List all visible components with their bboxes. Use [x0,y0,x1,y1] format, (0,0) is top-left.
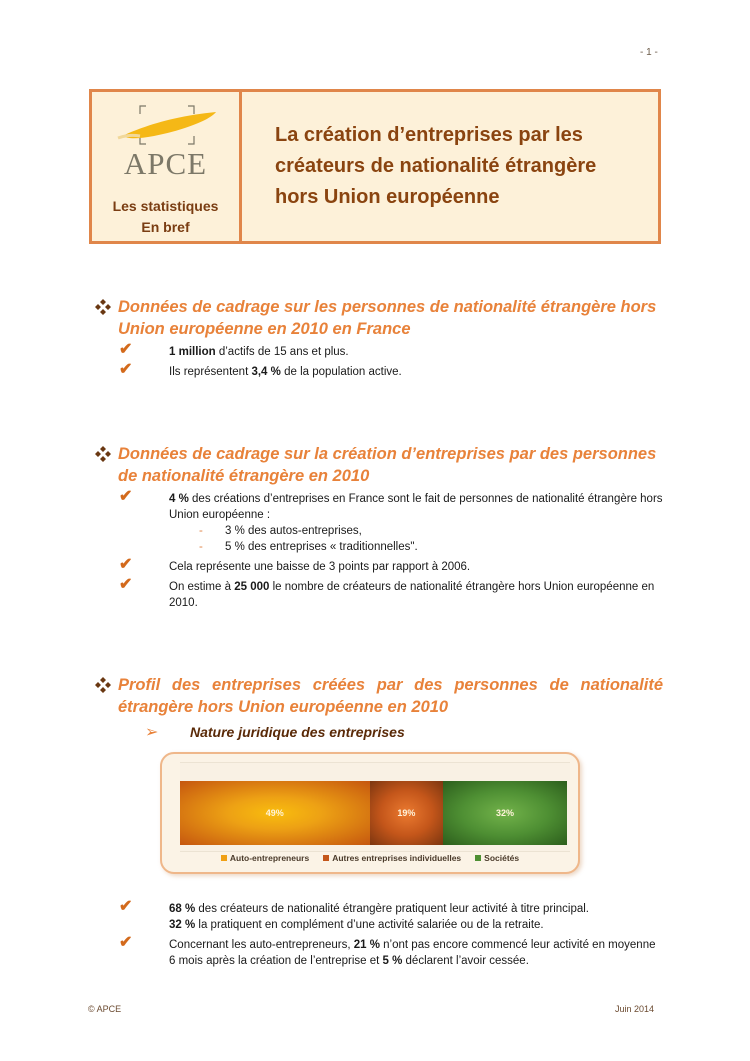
section-title: Données de cadrage sur les personnes de nationalité étrangère hors Union européenne en 2010 en France [118,298,657,338]
sub-list-item: - 5 % des entreprises « traditionnelles". [199,541,418,553]
document-title [275,120,596,213]
check-icon: ✔ [119,934,133,951]
dash-icon: - [199,541,203,553]
check-list [88,488,663,611]
list-item: ✔ Concernant les auto-entrepreneurs, 21 % n’ont pas encore commencé leur activité en moyenne 6 mois après la création de l’entreprise et 5 % déclarent l’avoir cessée. [119,934,656,967]
footer-date: Juin 2014 [615,1004,655,1014]
diamond-bullet-icon [88,296,118,315]
check-list [88,898,663,969]
legend-item: Auto-entrepreneurs [221,853,309,863]
subheading [88,722,663,742]
logo-subtitle [92,196,239,238]
legend-swatch [475,855,481,861]
section-population [88,296,663,384]
header-box [89,89,661,244]
check-icon: ✔ [119,898,133,915]
arrow-bullet-icon: ➢ [145,724,159,741]
check-icon: ✔ [119,556,133,573]
bar-segment-societes: 32% [443,781,567,845]
check-icon: ✔ [119,341,133,358]
chart-legend [162,853,578,863]
legend-item: Sociétés [475,853,519,863]
section-title: Données de cadrage sur la création d’entreprises par des personnes de nationalité étrangère en 2010 [118,445,657,485]
list-item: ✔ On estime à 25 000 le nombre de créateurs de nationalité étrangère hors Union européenne en 2010. [119,576,655,609]
check-icon: ✔ [119,488,133,505]
check-icon: ✔ [119,576,133,593]
list-item: ✔ Ils représentent 3,4 % de la population active. [119,361,402,378]
check-icon: ✔ [119,361,133,378]
logo-text: APCE [123,146,208,181]
logo-subtitle-line1: Les statistiques [112,198,219,214]
sub-list-item: - 3 % des autos-entreprises, [199,525,362,537]
list-item: ✔ Cela représente une baisse de 3 points par rapport à 2006. [119,556,471,573]
section-title: Profil des entreprises créées par des personnes de nationalité étrangère hors Union européenne en 2010 [118,676,663,716]
stacked-bar [180,781,567,845]
plot-area [180,762,570,852]
legend-swatch [221,855,227,861]
legend-item: Autres entreprises individuelles [323,853,461,863]
title-line2: créateurs de nationalité étrangère [275,155,597,177]
section-profile-items [88,897,663,973]
subheading-text: Nature juridique des entreprises [190,724,405,740]
dash-list [169,523,663,555]
diamond-bullet-icon [88,674,118,693]
check-list [88,341,663,380]
footer-copyright: © APCE [88,1004,122,1014]
dash-icon: - [199,525,203,537]
section-creation [88,443,663,615]
legend-swatch [323,855,329,861]
legal-form-chart [160,752,580,874]
logo-cell [92,92,242,241]
title-cell [242,92,658,241]
diamond-bullet-icon [88,443,118,462]
list-item: ✔ 4 % des créations d’entreprises en France sont le fait de personnes de nationalité étrangère hors Union européenne : - 3 % des autos-entreprises, - 5 % des entreprises « traditionnelles". [119,488,663,553]
title-line1: La création d’entreprises par les [275,124,583,146]
bar-segment-autres-entreprises: 19% [370,781,444,845]
logo-subtitle-line2: En bref [141,219,190,235]
section-profile [88,674,663,742]
bar-segment-auto-entrepreneurs: 49% [180,781,370,845]
list-item: ✔ 68 % des créateurs de nationalité étrangère pratiquent leur activité à titre principal. 32 % la pratiquent en complément d’une activité salariée ou de la retraite. [119,898,589,931]
page-number: - 1 - [640,47,658,58]
list-item: ✔ 1 million d’actifs de 15 ans et plus. [119,341,349,358]
title-line3: hors Union européenne [275,186,500,208]
